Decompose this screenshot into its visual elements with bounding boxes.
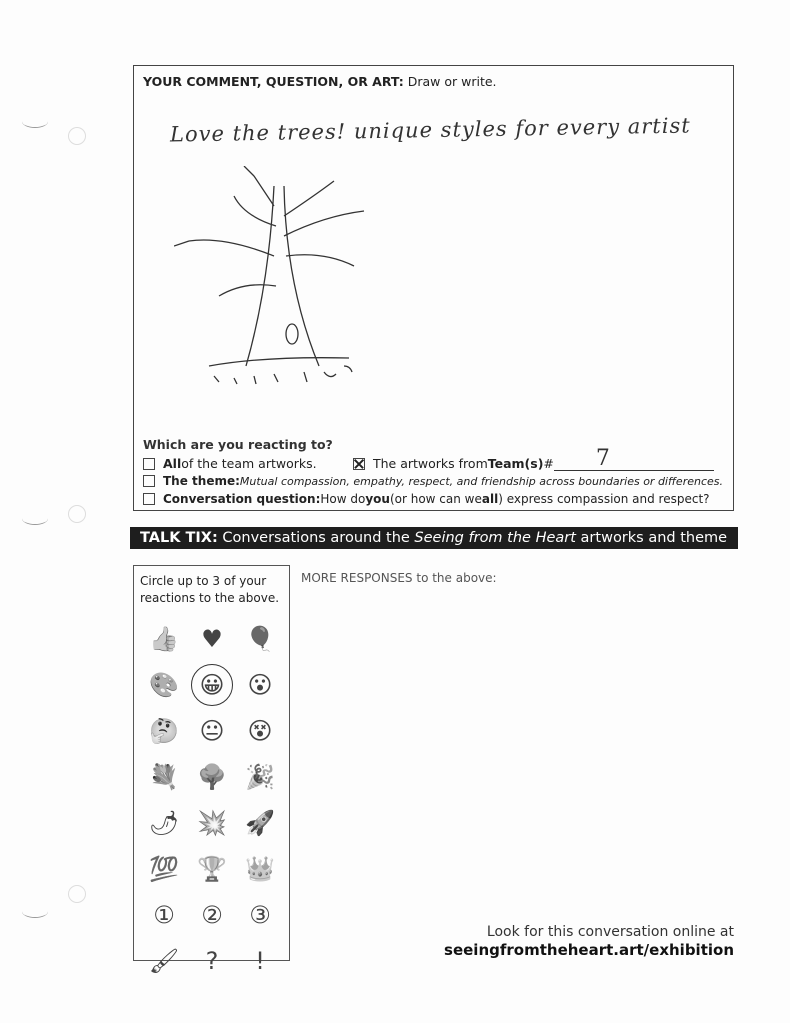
reaction-emoji[interactable] [140, 938, 188, 984]
punch-hole [68, 885, 86, 903]
comment-box [133, 65, 734, 511]
reaction-emoji[interactable] [188, 892, 236, 938]
footer-url[interactable]: seeingfromtheheart.art/exhibition [444, 941, 734, 959]
reacting-question: Which are you reacting to? [143, 437, 333, 452]
reaction-emoji[interactable] [236, 708, 284, 754]
tree-drawing [174, 166, 374, 396]
checkbox[interactable] [143, 458, 155, 470]
reaction-emoji[interactable] [140, 846, 188, 892]
emoji-icon: ② [201, 901, 223, 929]
emoji-icon: 🏆 [197, 855, 227, 883]
binder-mark [22, 115, 48, 128]
emoji-icon: 🚀 [245, 809, 275, 837]
checkbox-checked[interactable] [353, 458, 365, 470]
reaction-emoji[interactable] [188, 616, 236, 662]
option-theme[interactable]: The theme: Mutual compassion, empathy, respect, and friendship across boundaries or differences. [143, 474, 723, 488]
emoji-icon: 💯 [149, 855, 179, 883]
team-number-field[interactable]: 7 [554, 456, 714, 471]
reaction-emoji[interactable] [236, 800, 284, 846]
emoji-icon: ? [205, 947, 219, 975]
checkbox[interactable] [143, 493, 155, 505]
reaction-emoji-circled[interactable] [188, 662, 236, 708]
comment-box-title: YOUR COMMENT, QUESTION, OR ART: Draw or write. [143, 74, 497, 89]
option-conversation-question[interactable]: Conversation question: How do you (or how can we all ) express compassion and respect? [143, 492, 710, 506]
emoji-grid [140, 616, 284, 984]
emoji-icon: 🌳 [197, 763, 227, 791]
reaction-emoji[interactable] [236, 846, 284, 892]
reaction-emoji[interactable] [140, 754, 188, 800]
emoji-icon: 👍 [149, 625, 179, 653]
punch-hole [68, 505, 86, 523]
reaction-emoji[interactable] [140, 662, 188, 708]
emoji-icon: 🎨 [149, 671, 179, 699]
reactions-box [133, 565, 290, 975]
emoji-icon: ① [153, 901, 175, 929]
emoji-icon: ! [255, 947, 265, 975]
emoji-icon: 😮 [247, 671, 273, 699]
emoji-icon: 👑 [245, 855, 275, 883]
emoji-icon: 💐 [149, 763, 179, 791]
handwritten-comment: Love the trees! unique styles for every artist [169, 113, 691, 147]
reaction-emoji[interactable] [236, 616, 284, 662]
emoji-icon: 😐 [199, 717, 225, 745]
option-all-artworks[interactable]: All of the team artworks. [143, 456, 317, 471]
reaction-emoji[interactable] [188, 800, 236, 846]
reaction-emoji[interactable] [140, 616, 188, 662]
more-responses-label: MORE RESPONSES to the above: [301, 571, 497, 585]
reaction-emoji[interactable] [188, 754, 236, 800]
footer-text: Look for this conversation online at [486, 924, 734, 940]
binder-mark [22, 512, 48, 525]
checkbox[interactable] [143, 475, 155, 487]
reaction-emoji[interactable] [236, 938, 284, 984]
reaction-emoji[interactable] [188, 938, 236, 984]
emoji-icon: 💥 [197, 809, 227, 837]
reaction-emoji[interactable] [140, 708, 188, 754]
talk-tix-banner: TALK TIX: Conversations around the Seeing from the Heart artworks and theme [130, 527, 738, 549]
emoji-icon: 😀 [191, 664, 233, 706]
option-team-artworks[interactable]: The artworks from Team(s) # 7 [353, 456, 714, 471]
reaction-emoji[interactable] [236, 662, 284, 708]
emoji-icon: 🌶 [148, 809, 180, 837]
reaction-emoji[interactable] [188, 708, 236, 754]
punch-hole [68, 127, 86, 145]
emoji-icon: 🤔 [149, 717, 179, 745]
reaction-emoji[interactable] [236, 892, 284, 938]
reaction-emoji[interactable] [140, 800, 188, 846]
footer [444, 923, 734, 960]
reaction-emoji[interactable] [236, 754, 284, 800]
emoji-icon: 😵 [247, 717, 273, 745]
emoji-icon: ③ [249, 901, 271, 929]
reactions-title: Circle up to 3 of your reactions to the above. [140, 574, 280, 605]
binder-mark [22, 905, 48, 918]
emoji-icon: ♥ [201, 625, 223, 653]
emoji-icon: 🎈 [245, 625, 275, 653]
reaction-emoji[interactable] [140, 892, 188, 938]
emoji-icon: 🎉 [245, 763, 275, 791]
emoji-icon: 🖌 [148, 947, 180, 975]
reaction-emoji[interactable] [188, 846, 236, 892]
